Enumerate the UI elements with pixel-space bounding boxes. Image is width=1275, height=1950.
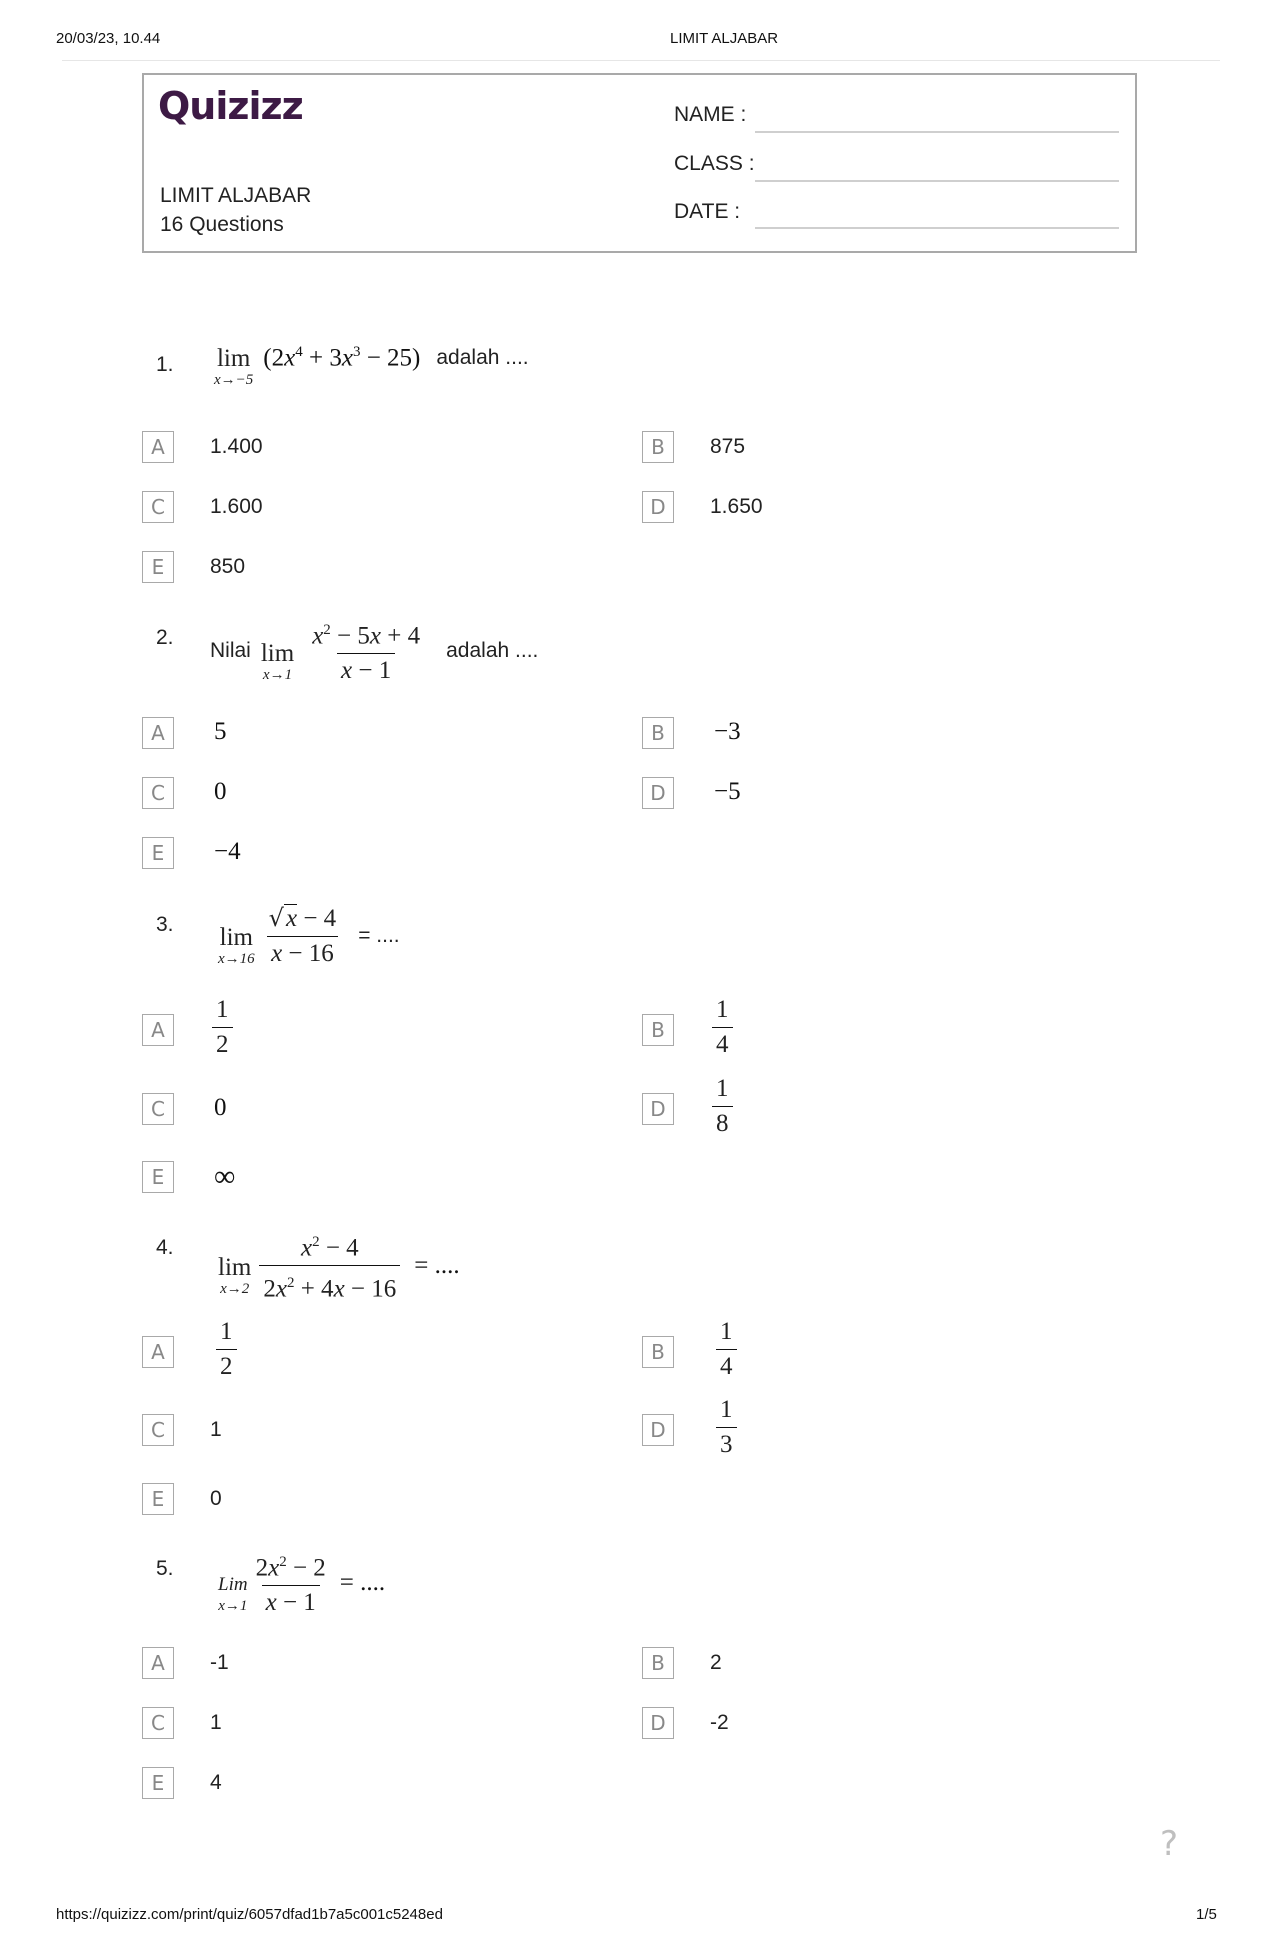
option-text: −3	[714, 718, 741, 745]
option-text: ∞	[214, 1160, 236, 1193]
option-fraction: $\frac{1}{4}$	[716, 1318, 737, 1381]
option-box[interactable]: A	[142, 1336, 174, 1368]
question-number: 3.	[156, 913, 174, 936]
option-box[interactable]: E	[142, 551, 174, 583]
option-box[interactable]: D	[642, 1093, 674, 1125]
option-text: 850	[210, 555, 246, 578]
print-title: LIMIT ALJABAR	[670, 30, 779, 47]
option-box[interactable]: A	[142, 717, 174, 749]
option-text: 1.600	[210, 495, 263, 518]
option-box[interactable]: A	[142, 1014, 174, 1046]
option-box[interactable]: B	[642, 1647, 674, 1679]
option-text: 1	[210, 1418, 222, 1441]
fraction: $\frac{√x - 4}{x - 16}$	[268, 904, 337, 967]
question-number: 1.	[156, 353, 174, 376]
option-box[interactable]: C	[142, 1707, 174, 1739]
option-box[interactable]: A	[142, 431, 174, 463]
limit-operator: lim x→2	[218, 1253, 252, 1297]
option-fraction: $\frac{1}{8}$	[712, 1075, 733, 1138]
option-box[interactable]: B	[642, 431, 674, 463]
option-box[interactable]: E	[142, 1767, 174, 1799]
date-field[interactable]	[755, 227, 1119, 229]
option-box[interactable]: D	[642, 1414, 674, 1446]
option-text: 5	[214, 718, 227, 745]
option-text: -1	[210, 1651, 229, 1674]
question-count: 16 Questions	[160, 213, 284, 236]
option-text: 0	[210, 1487, 222, 1510]
header-divider	[62, 60, 1220, 61]
option-box[interactable]: C	[142, 1093, 174, 1125]
option-box[interactable]: D	[642, 1707, 674, 1739]
option-text: 2	[710, 1651, 722, 1674]
option-box[interactable]: E	[142, 1161, 174, 1193]
option-box[interactable]: D	[642, 491, 674, 523]
option-box[interactable]: A	[142, 1647, 174, 1679]
limit-operator: Lim x→1	[218, 1573, 248, 1614]
question-2-expression: Nilai lim x→1 $\frac{x^2 - 5x + 4}{x - 1}$ adalah ....	[210, 616, 538, 685]
question-number: 2.	[156, 626, 174, 649]
option-text: 1.400	[210, 435, 263, 458]
option-box[interactable]: E	[142, 837, 174, 869]
option-fraction: $\frac{1}{3}$	[716, 1396, 737, 1459]
option-fraction: $\frac{1}{2}$	[212, 996, 233, 1059]
question-3-expression: lim x→16 $\frac{√x - 4}{x - 16}$ = ....	[218, 904, 400, 967]
option-box[interactable]: C	[142, 1414, 174, 1446]
option-box[interactable]: C	[142, 777, 174, 809]
option-text: -2	[710, 1711, 729, 1734]
quizizz-logo: Quizizz	[158, 84, 303, 128]
option-text: 875	[710, 435, 746, 458]
quiz-title: LIMIT ALJABAR	[160, 184, 312, 207]
limit-operator: lim x→−5	[214, 345, 254, 388]
option-fraction: $\frac{1}{4}$	[712, 996, 733, 1059]
print-date: 20/03/23, 10.44	[56, 30, 161, 47]
option-text: 0	[214, 778, 227, 805]
option-box[interactable]: B	[642, 1014, 674, 1046]
option-text: −4	[214, 838, 241, 865]
option-text: 1	[210, 1711, 222, 1734]
fraction: $\frac{x^2 - 5x + 4}{x - 1}$	[312, 622, 421, 685]
question-number: 4.	[156, 1236, 174, 1259]
fraction: $\frac{2x^2 - 2}{x - 1}$	[255, 1554, 326, 1617]
square-root-sign: √	[268, 904, 284, 932]
question-1-expression: lim x→−5 $(2x^4 + 3x^3 - 25)$ adalah ....	[214, 343, 529, 388]
option-text: 4	[210, 1771, 222, 1794]
class-label: CLASS :	[674, 152, 755, 175]
option-text: −5	[714, 778, 741, 805]
limit-operator: lim x→1	[260, 639, 295, 683]
help-icon[interactable]: ?	[1160, 1824, 1179, 1864]
option-box[interactable]: E	[142, 1483, 174, 1515]
page-url: https://quizizz.com/print/quiz/6057dfad1b7a5c001c5248ed	[56, 1906, 443, 1923]
question-4-expression: lim x→2 $\frac{x^2 - 4}{2x^2 + 4x - 16}$ = ....	[218, 1228, 460, 1304]
option-box[interactable]: B	[642, 717, 674, 749]
option-fraction: $\frac{1}{2}$	[216, 1318, 237, 1381]
limit-operator: lim x→16	[218, 924, 255, 967]
option-text: 1.650	[710, 495, 763, 518]
name-field[interactable]	[755, 131, 1119, 133]
question-5-expression: Lim x→1 $\frac{2x^2 - 2}{x - 1}$ = ....	[218, 1548, 385, 1617]
question-number: 5.	[156, 1557, 174, 1580]
page-number: 1/5	[1196, 1906, 1217, 1923]
class-field[interactable]	[755, 180, 1119, 182]
option-box[interactable]: D	[642, 777, 674, 809]
fraction: $\frac{x^2 - 4}{2x^2 + 4x - 16}$	[259, 1228, 400, 1304]
option-box[interactable]: C	[142, 491, 174, 523]
option-text: 0	[214, 1094, 227, 1121]
date-label: DATE :	[674, 200, 741, 223]
name-label: NAME :	[674, 103, 747, 126]
option-box[interactable]: B	[642, 1336, 674, 1368]
